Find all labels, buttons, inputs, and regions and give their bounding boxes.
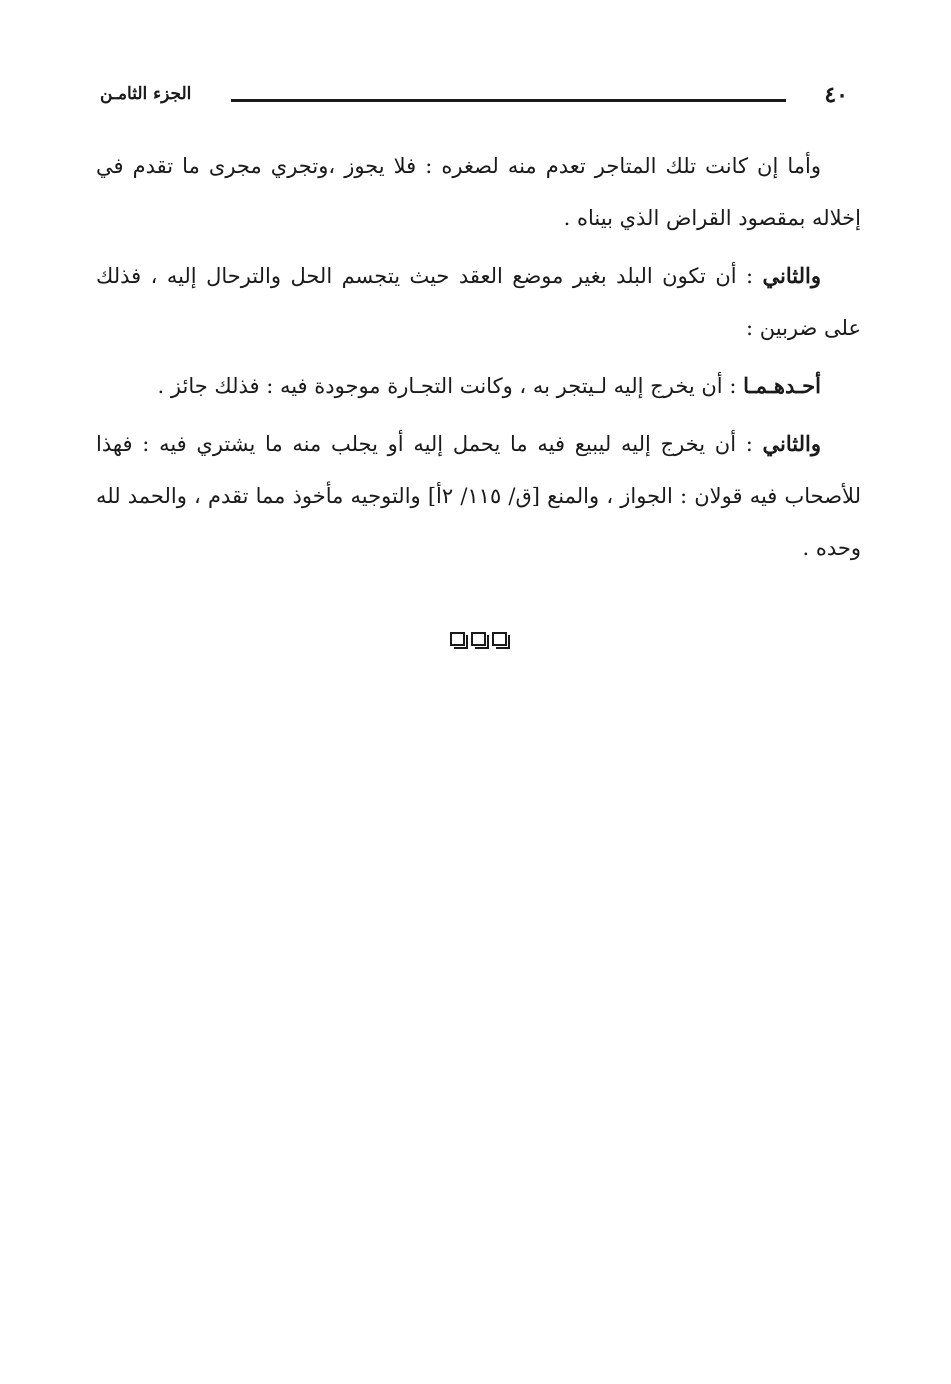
paragraph-1 [96, 140, 861, 244]
paragraph-text: وأما إن كانت تلك المتاجر تعدم منه لصغره : فلا يجوز ،وتجري مجرى ما تقدم في إخلاله بمقصود القراض الذي بيناه . [96, 154, 861, 230]
page-number: ٤٠ [824, 82, 848, 108]
section-end-ornament [443, 632, 513, 650]
paragraph-text: : أن تكون البلد بغير موضع العقد حيث يتجسم الحل والترحال إليه ، فذلك على ضربين : [96, 264, 861, 340]
ornament-box-icon [492, 632, 507, 646]
body-text [96, 140, 861, 580]
paragraph-3 [96, 360, 861, 412]
ornament-box-icon [471, 632, 486, 646]
paragraph-lead: أحـدهـمـا [743, 373, 821, 398]
paragraph-text: : أن يخرج إليه لـيتجر به ، وكانت التجـارة موجودة فيه : فذلك جائز . [157, 374, 744, 398]
paragraph-4 [96, 418, 861, 574]
running-title: الجزء الثامـن [100, 84, 192, 104]
paragraph-text: : أن يخرج إليه ليبيع فيه ما يحمل إليه أو يجلب منه ما يشتري فيه : فهذا للأصحاب فيه قولان : الجواز ، والمنع [ق/ ١١٥/ ٢أ] والتوجيه مأخوذ مما تقدم ، والحمد لله وحده . [96, 432, 861, 560]
paragraph-2 [96, 250, 861, 354]
paragraph-lead: والثاني [762, 431, 821, 456]
paragraph-lead: والثاني [762, 263, 821, 288]
page-header [96, 82, 856, 122]
ornament-box-icon [450, 632, 465, 646]
header-rule [231, 99, 786, 102]
